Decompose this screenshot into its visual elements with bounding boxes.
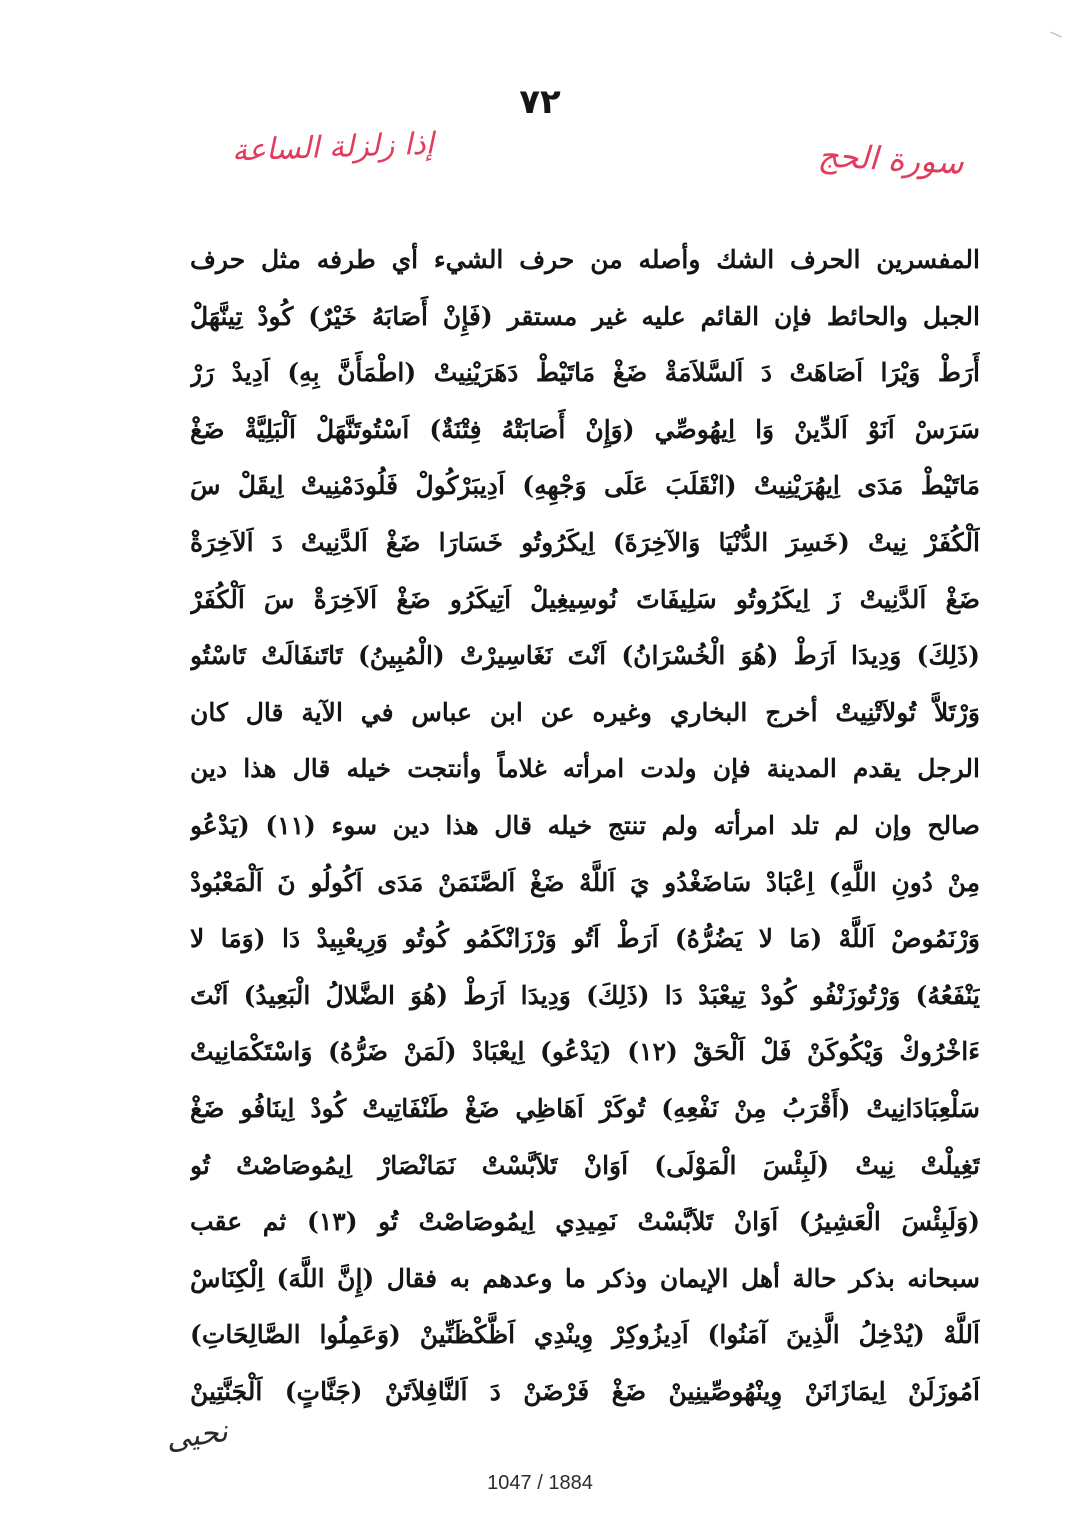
page-counter: 1047 / 1884 [487, 1472, 593, 1494]
text-line: الرجل يقدم المدينة فإن ولدت امرأته غلاماً وأنتجت خيله قال هذا دين [190, 754, 980, 784]
text-line: سَلْعِبَادَانِيتْ (أَقْرَبُ مِنْ نَفْعِهِ) تُوكَرْ اَهَاظِي ضَغْ طَنْفَاتِيتْ كُودْ اِينَافُو ضَغْ [190, 1093, 980, 1123]
text-line: اَلْكُفَرْ نِيتْ (خَسِرَ الدُّنْيَا وَالآخِرَةَ) اِيكَرُوتُو خَسَارَا ضَغْ اَلدَّنِيتْ دَ اَلاَخِرَةْ [190, 527, 980, 557]
text-line: المفسرين الحرف الشك وأصله من حرف الشيء أي طرفه مثل حرف [190, 245, 980, 274]
text-line: سبحانه بذكر حالة أهل الإيمان وذكر ما وعدهم به فقال (إِنَّ اللَّهَ) اِلْكِنَاسْ [190, 1263, 980, 1293]
text-line: ضَغْ اَلدَّنِيتْ زَ اِيكَرُوتُو سَلِيفَاتَ نُوسِيغِيلْ اَتِيكَرُو ضَغْ اَلاَخِرَةْ سَ اَلْكُفَرْ [190, 584, 980, 614]
margin-note-right: سورة الحج [817, 136, 965, 182]
handwritten-signature: نحيى [163, 1413, 230, 1458]
text-line: اَللَّهْ (يُدْخِلُ الَّذِينَ آمَنُوا) اَدِيزُوكِرْ وِينْدِي اَظَّكْظَنِّينْ (وَعَمِلُوا الصَّالِحَاتِ) [190, 1320, 980, 1350]
text-line: (ذَلِكَ) وَدِيدَا اَرَطْ (هُوَ الْخُسْرَانُ) اَنْتَ نَغَاسِيرْتْ (الْمُبِينُ) تَاتَنفَالَتْ تَاسْتُو [190, 641, 980, 671]
text-line: مِنْ دُونِ اللَّهِ) اِعْبَادْ سَاضَغْدُو يَ اَللَّهْ ضَغْ اَلصَّنَمَنْ مَدَى اَكُولُو نَ اَلْمَعْبُودْ [190, 867, 980, 897]
scan-corner-mark [1050, 32, 1061, 38]
page-number: ٧٢ [519, 82, 561, 122]
text-line: تَغِيلْتْ نِيتْ (لَبِئْسَ الْمَوْلَى) اَوَانْ تَلاَبَّسْتْ نَمَانْصَارْ اِيمُوصَاصْتْ تُو [190, 1150, 980, 1180]
text-line: وَرْتَلاَّ تُولاَتْنِيتْ أخرج البخاري وغيره عن ابن عباس في الآية قال كان [190, 697, 980, 727]
margin-note-left: إذا زلزلة الساعة [231, 126, 435, 169]
text-line: (وَلَبِئْسَ الْعَشِيرُ) اَوَانْ تَلاَبَّسْتْ نَمِيدِي اِيمُوصَاصْتْ تُو (١٣) ثم عقب [190, 1207, 980, 1237]
text-line: اَمُوزَلَنْ اِيمَازَانَنْ وِينْهُوصِّينِينْ ضَغْ فَرْضَنْ دَ اَلنَّافِلاَتَنْ (جَنَّاتٍ) اَلْجَنَّتِينْ [190, 1376, 980, 1406]
text-line: سَرَسْ اَنَوْ اَلدِّينْ وَا اِيهُوصِّي (وَإِنْ أَصَابَتْهُ فِتْنَةٌ) اَسْتُوتَنَّهَلْ اَلْبَلِيَّةْ ضَغْ [190, 414, 980, 444]
text-line: وَرْنَمُوصْ اَللَّهْ (مَا لا يَضُرُّهُ) اَرَطْ اَتُو وَرْزَانْكَمُو كُوتُو وَرِيعْبِيدْ دَا (وَمَا لا [190, 924, 980, 954]
text-line: الجبل والحائط فإن القائم عليه غير مستقر (فَإِنْ أَصَابَهُ خَيْرٌ) كُودْ تِينَّهَلْ [190, 301, 980, 331]
text-line: صالح وإن لم تلد امرأته ولم تنتج خيله قال هذا دين سوء (١١) (يَدْعُو [190, 810, 980, 840]
body-text [190, 232, 980, 1420]
text-line: ءَاخْرُوكْ وَيْكُوكَنْ فَلْ اَلْحَقْ (١٢) (يَدْعُو) اِيعْبَادْ (لَمَنْ ضَرُّهُ) وَاسْتَكْمَانِيتْ [190, 1037, 980, 1067]
text-line: أَرَطْ وَيْرَا اَصَاهَتْ دَ اَلسَّلاَمَةْ ضَغْ مَاتَيْطْ دَهَرَيْنِيتْ (اطْمَأَنَّ بِهِ) اَدِيدْ رَرْ [190, 358, 980, 388]
text-line: يَنْفَعُهُ) وَرْتُوزَنْفُو كُودْ تِيعْبَدْ دَا (ذَلِكَ) وَدِيدَا اَرَطْ (هُوَ الضَّلالُ الْبَعِيدُ) اَنْتَ [190, 980, 980, 1010]
text-line: مَاتَيْطْ مَدَى اِيهُرَيْنِيتْ (انْقَلَبَ عَلَى وَجْهِهِ) اَدِيبَرْكُولْ فَلُودَمْنِيتْ اِيقَلْ سَ [190, 471, 980, 501]
